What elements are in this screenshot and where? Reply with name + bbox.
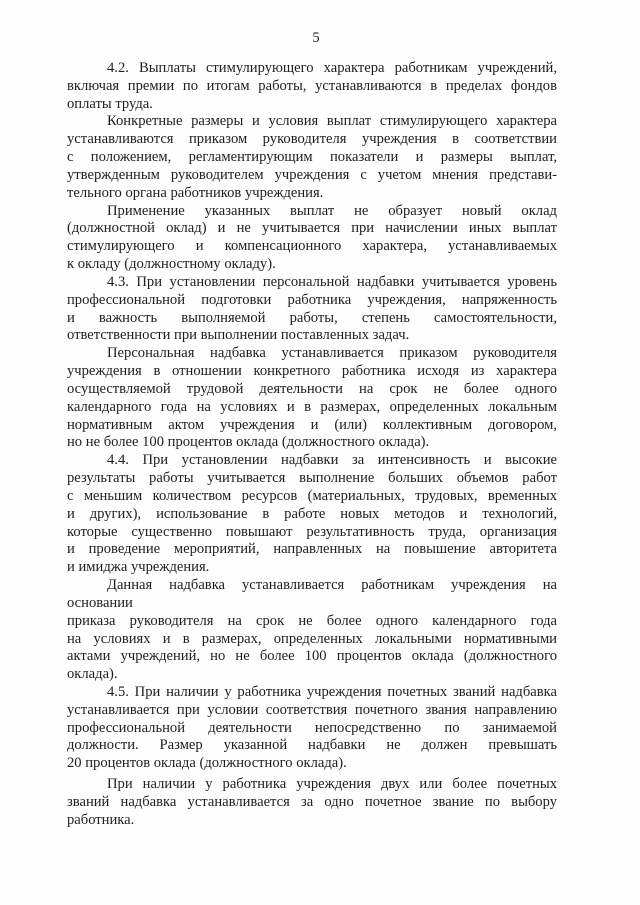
text-line: и проведение мероприятий, направленных на повышение авторитета [67, 541, 557, 558]
text-line: Данная надбавка устанавливается работникам учреждения на основании [67, 577, 557, 611]
text-line: и других), использование в работе новых методов и технологий, [67, 505, 557, 522]
text-line: званий надбавка устанавливается за одно почетное звание по выбору [67, 793, 557, 810]
text-line: 4.4. При установлении надбавки за интенсивность и высокие [107, 452, 557, 469]
text-line: и важность выполняемой работы, степень самостоятельности, [67, 309, 557, 326]
text-line: включая премии по итогам работы, устанавливаются в пределах фондов [67, 77, 557, 94]
text-line: и имиджа учреждения. [67, 559, 210, 576]
text-line: 4.3. При установлении персональной надбавки учитывается уровень [107, 273, 557, 290]
text-line: нормативным актом учреждения и (или) коллективным договором, [67, 416, 557, 433]
text-line: на условиях и в размерах, определенных локальными нормативными [67, 630, 557, 647]
text-line: профессиональной деятельности непосредственно по занимаемой [67, 719, 557, 736]
text-line: 4.2. Выплаты стимулирующего характера работникам учреждений, [107, 60, 557, 76]
text-line: работника. [67, 811, 135, 828]
clause-4-5-multiple-titles-paragraph [67, 776, 557, 829]
text-line: утвержденным руководителем учреждения с учетом мнения представи- [67, 166, 557, 183]
document-body [67, 60, 557, 830]
text-line: с положением, регламентирующим показатели и размеры выплат, [67, 149, 557, 166]
page-number: 5 [312, 30, 320, 46]
text-line: устанавливается при условии соответствия почетного звания направлению [67, 701, 557, 718]
clause-4-4-allowance-paragraph [67, 577, 557, 684]
text-line: При наличии у работника учреждения двух или более почетных [107, 776, 557, 793]
clause-4-3-paragraph [67, 274, 557, 345]
text-line: которые существенно повышают результативность труда, организация [67, 523, 557, 540]
text-line: к окладу (должностному окладу). [67, 256, 276, 273]
text-line: но не более 100 процентов оклада (должностного оклада). [67, 434, 430, 451]
text-line: оклада). [67, 666, 118, 683]
text-line: осуществляемой трудовой деятельности на срок не более одного [67, 380, 557, 397]
text-line: Конкретные размеры и условия выплат стимулирующего характера [107, 113, 557, 130]
text-line: оплаты труда. [67, 95, 153, 112]
clause-4-2-paragraph [67, 60, 557, 113]
clause-4-5-paragraph [67, 684, 557, 773]
text-line: профессиональной подготовки работника учреждения, напряженность [67, 291, 557, 308]
text-line: тельного органа работников учреждения. [67, 184, 324, 201]
text-line: устанавливаются приказом руководителя учреждения в соответствии [67, 131, 557, 148]
text-line: Применение указанных выплат не образует новый оклад [107, 202, 557, 219]
text-line: результаты работы учитывается выполнение больших объемов работ [67, 470, 557, 487]
clause-4-2-application-paragraph [67, 203, 557, 274]
clause-4-2-conditions-paragraph [67, 113, 557, 202]
text-line: календарного года на условиях и в размерах, определенных локальным [67, 398, 557, 415]
clause-4-3-personal-allowance-paragraph [67, 345, 557, 452]
text-line: с меньшим количеством ресурсов (материальных, трудовых, временных [67, 487, 557, 504]
text-line: приказа руководителя на срок не более одного календарного года [67, 612, 557, 629]
text-line: (должностной оклад) и не учитывается при начислении иных выплат [67, 220, 557, 237]
text-line: актами учреждений, но не более 100 процентов оклада (должностного [67, 648, 557, 665]
clause-4-4-paragraph [67, 452, 557, 577]
text-line: должности. Размер указанной надбавки не должен превышать [67, 737, 557, 754]
text-line: Персональная надбавка устанавливается приказом руководителя [107, 345, 557, 362]
text-line: 4.5. При наличии у работника учреждения почетных званий надбавка [107, 683, 557, 700]
text-line: учреждения в отношении конкретного работника исходя из характера [67, 363, 557, 380]
text-line: ответственности при выполнении поставленных задач. [67, 327, 410, 344]
text-line: 20 процентов оклада (должностного оклада). [67, 755, 347, 772]
text-line: стимулирующего и компенсационного характера, устанавливаемых [67, 238, 557, 255]
